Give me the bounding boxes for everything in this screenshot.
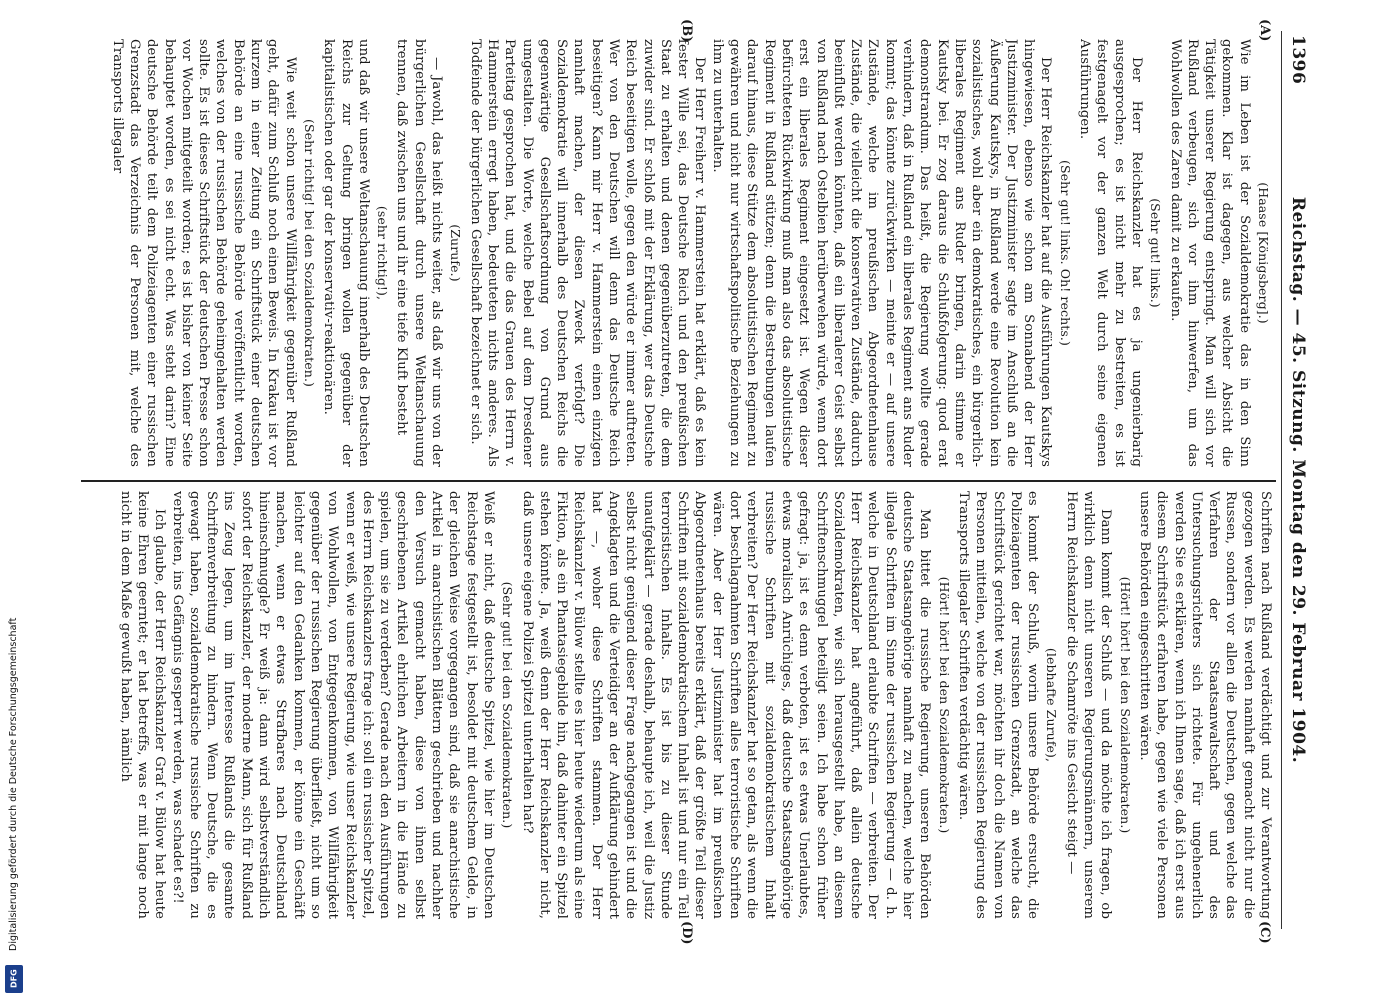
paragraph: Wie weit schon unsere Willfährigkeit gegenüber Rußland geht, dafür zum Schluß noch einen Beweis. In Krakau ist vor kurzem in einer Zeitung ein Schriftstück einer deutschen Behörde an eine russische Behörde veröffentlicht worden, welches von der russischen Behörde geheimgehalten werden sollte. Es ist dieses Schriftstück der deutschen Presse schon vor Wochen mitgeteilt worden; es ist bisher von keiner Seite behauptet worden, es sei nicht echt. Was steht darin? Eine deutsche Behörde teilt dem Polizeiagenten einer russischen Grenzstadt das Verzeichnis der Personen mit, welche des Transports illegaler (109, 39, 298, 467)
header-rule (1281, 31, 1282, 929)
interjection: (Sehr gut! links.) (1148, 198, 1164, 308)
interjection: (sehr richtig!), (375, 205, 391, 301)
page-title: Reichstag. — 45. Sitzung. Montag den 29. Februar 1904. (1288, 196, 1308, 764)
paragraph: Weiß er nicht, daß deutsche Spitzel, wie hier im Deutschen Reichstage festgestellt ist, besoldet mit deutschem Gelde, in der gleichen Weise vorgegangen sind, daß sie anarchistische Artikel in anarchistischen Blättern geschrieben und nachher den Versuch gemacht haben, diese von ihnen selbst geschriebenen Artikel ehrlichen Arbeitern in die Hände zu spielen, um sie zu verderben? Gerade nach den Ausführungen des Herrn Reichskanzlers frage ich: soll ein russischer Spitzel, wenn er weiß, wie unsere Regierung, wie unser Reichskanzler von Wohlwollen, von Entgegenkommen, von Willfährigkeit gegenüber der russischen Regierung überfließt, nicht um so leichter auf den Gedanken kommen, er könne ein Geschäft machen, wenn er etwas Strafbares nach Deutschland hineinschmuggle? Er weiß ja: dann wird selbstverständlich sofort der Reichskanzler, der moderne Mann, sich für Rußland ins Zeug legen, um im Interesse Rußlands die gesamte Schriftenverbreitung zu hindern. Wenn Deutsche, die es gewagt haben, sozialdemokratische russische Schriften zu verbreiten, ins Gefängnis gesperrt werden, was schadet es?! (169, 491, 496, 919)
funding-credit (0, 0, 30, 1000)
page-header (1284, 35, 1308, 925)
interjection: (Sehr gut! links. Oh! rechts.) (1057, 160, 1073, 346)
paragraph: Der Herr Reichskanzler hat es ja ungenierbarig ausgesprochen; es ist nicht mehr zu bestreiten, es ist festgenagelt vor der ganzen Welt durch seine eigenen Ausführungen. (1077, 39, 1144, 467)
margin-marker-d: (D) (679, 921, 694, 945)
interjection: (Sehr gut! bei den Sozialdemokraten.) (500, 581, 516, 829)
margin-marker-b: (B) (679, 19, 694, 43)
interjection: (lebhafte Zurufe), (1044, 647, 1060, 763)
paragraph: Ich glaube, der Herr Reichskanzler Graf v. Bülow hat heute keine Ehren geerntet; er hat betreffs, was er mit lange noch nicht in dem Maße gewußt haben, nämlich (117, 491, 168, 919)
interjection: (Hört! hört! bei den Sozialdemokraten.) (936, 576, 952, 834)
newspaper-page (74, 15, 1314, 945)
paragraph: und daß wir unsere Weltanschauung innerhalb des Deutschen Reichs zur Geltung bringen wollen gegenüber der kapitalistischen oder gar der konservativ-reaktionären. (321, 39, 371, 467)
interjection: (Sehr richtig! bei den Sozialdemokraten.) (301, 119, 317, 387)
funding-credit-text: Digitalisierung gefördert durch die Deutsche Forschungsgemeinschaft (8, 617, 19, 951)
interjection: (Hört! hört! bei den Sozialdemokraten.) (1117, 576, 1133, 834)
paragraph: es kommt der Schluß, worin unsere Behörde ersucht, die Polizeiagenten der russischen Grenzstadt, an welche das Schriftstück gerichtet war, möchten ihr doch die Namen von Personen mitteilen, welche von der russischen Regierung des Transports illegaler Schriften verdächtig wären. (955, 491, 1041, 919)
paragraph: Schriften nach Rußland verdächtigt und zur Verantwortung gezogen werden. Es werden namhaft gemacht nicht nur die Russen, sondern vor allen die Deutschen, gegen welche das Verfahren der Staatsanwaltschaft und des Untersuchungsrichters sich richtete. Für ungehenerlich werden Sie es erklären, wenn ich Ihnen sage, daß ich erst aus diesem Schriftstück erfahren habe, gegen wie viele Personen unsere Behörden eingeschritten wären. (1136, 491, 1273, 919)
page-number: 1396 (1288, 35, 1308, 85)
paragraph: — Jawohl, das heißt nichts weiter, als daß wir uns von der bürgerlichen Gesellschaft durch unsere Weltanschauung trennen, daß zwischen uns und ihr eine tiefe Kluft besteht (394, 39, 445, 467)
margin-marker-c: (C) (1257, 921, 1272, 944)
paragraph: Der Herr Freiherr v. Hammerstein hat erklärt, daß es kein fester Wille sei, das Deutsche Reich und den preußischen Staat zu erhalten und denen gegenüberzutreten, die dem zuwider sind. Er schloß mit der Erklärung, wer das Deutsche Reich beseitigen wolle, gegen den würde er immer auftreten. Wer von den Deutschen will denn das Deutsche Reich beseitigen? Kann mir Herr v. Hammerstein einen einzigen namhaft machen, der diesen Zweck verfolgt? Die Sozialdemokratie will innerhalb des Deutschen Reichs die gegenwärtige Gesellschaftsordnung von Grund aus umgestalten. Die Worte, welche Bebel auf dem Dresdener Parteitag gesprochen hat, und die das Grauen des Herrn v. Hammerstein erregt haben, bedeuteten nichts anderes. Als Todfeinde der bürgerlichen Gesellschaft bezeichnet er sich. (467, 39, 708, 467)
paragraph: Man bittet die russische Regierung, unseren Behörden deutsche Staatsangehörige namhaft zu machen, welche hier illegale Schriften im Sinne der russischen Regierung — d. h. welche in Deutschland erlaubte Schriften — verbreiten. Der Herr Reichskanzler hat angeführt, daß allein deutsche Sozialdemokraten, wie sich herausgestellt habe, an diesem Schriftenschmuggel beteiligt seien. Ich habe schon früher gefragt: ja, ist es denn verboten, ist es etwas Unerlaubtes, etwas moralisch Anrüchiges, daß deutsche Staatsangehörige russische Schriften mit sozialdemokratischem Inhalt verbreiten? Der Herr Reichskanzler hat so getan, als wenn die dort beschlagnahmten Schriften alles terroristische Schriften wären. Aber der Herr Justizminister hat im preußischen Abgeordnetenhaus bereits erklärt, daß der größte Teil dieser Schriften mit sozialdemokratischem Inhalt ist und nur ein Teil terroristischen Inhalts. Es ist bis zu dieser Stunde unaufgeklärt — gerade deshalb, behaupte ich, weil die Justiz selbst nicht genügend dieser Frage nachgegangen ist und die Angeklagten und die Verteidiger an der Aufklärung gehindert hat —, woher diese Schriften stammen. Der Herr Reichskanzler v. Bülow stellte es hier heute wiederum als eine Fiktion, als ein Phantasiegebilde hin, daß dahinter ein Spitzel stehen könnte. Ja, weiß denn der Herr Reichskanzler nicht, daß unsere eigene Polizei Spitzel unterhalten hat? (519, 491, 933, 919)
speaker-label: (Haase [Königsberg].) (1256, 182, 1271, 324)
paragraph: Dann kommt der Schluß — und da möchte ich fragen, ob wirklich denn nicht unseren Regierungsmännern, unserem Herrn Reichskanzler die Schamröte ins Gesicht steigt — (1063, 491, 1114, 919)
paragraph: Der Herr Reichskanzler hat auf die Ausführungen Kautskys hingewiesen, ebenso wie schon am Sonnabend der Herr Justizminister. Der Justizminister sagte im Anschluß an die Äußerung Kautskys, in Rußland werde eine Revolution kein sozialistisches, wohl aber ein demokratisches, ein bürgerlich-liberales Regiment ans Ruder bringen, darin stimme er Kautsky bei. Er zog daraus die Schlußfolgerung: quod erat demonstrandum. Das heißt, die Regierung wollte gerade verhindern, daß in Rußland ein liberales Regiment ans Ruder kommt; das könnte zurückwirken — meinte er — auf unsere Zustände, welche im preußischen Abgeordnetenhause Zustände, die vielleicht die konservativen Zustände, dadurch beeinflußt werden könnten, daß ein liberalerer Geist selbst von Rußland nach Ostelbien herüberwehen würde, wenn dort erst ein liberales Regiment eingesetzt ist. Wegen dieser befürchteten Rückwirkung muß man also das absolutistische Regiment in Rußland stützen; denn die Bestrebungen laufen darauf hinaus, diese Stütze dem absolutistischen Regiment zu gewähren und nicht nur wirtschaftspolitische Beziehungen zu ihm zu unterhalten. (709, 39, 1054, 467)
paragraph: Wie im Leben ist der Sozialdemokratie das in den Sinn gekommen. Klar ist dagegen, aus welcher Absicht die Tätigkeit unserer Regierung entspringt. Man will sich vor Rußland verbeugen, sich vor ihm hinwerfen, um das Wohlwollen des Zaren damit zu erkaufen. (1167, 39, 1252, 467)
column-divider (81, 480, 1276, 482)
interjection: (Zurufe.) (448, 224, 464, 282)
left-column (84, 39, 1274, 467)
margin-marker-a: (A) (1257, 19, 1272, 42)
dfg-logo: DFG (5, 965, 23, 993)
right-column (84, 491, 1274, 919)
